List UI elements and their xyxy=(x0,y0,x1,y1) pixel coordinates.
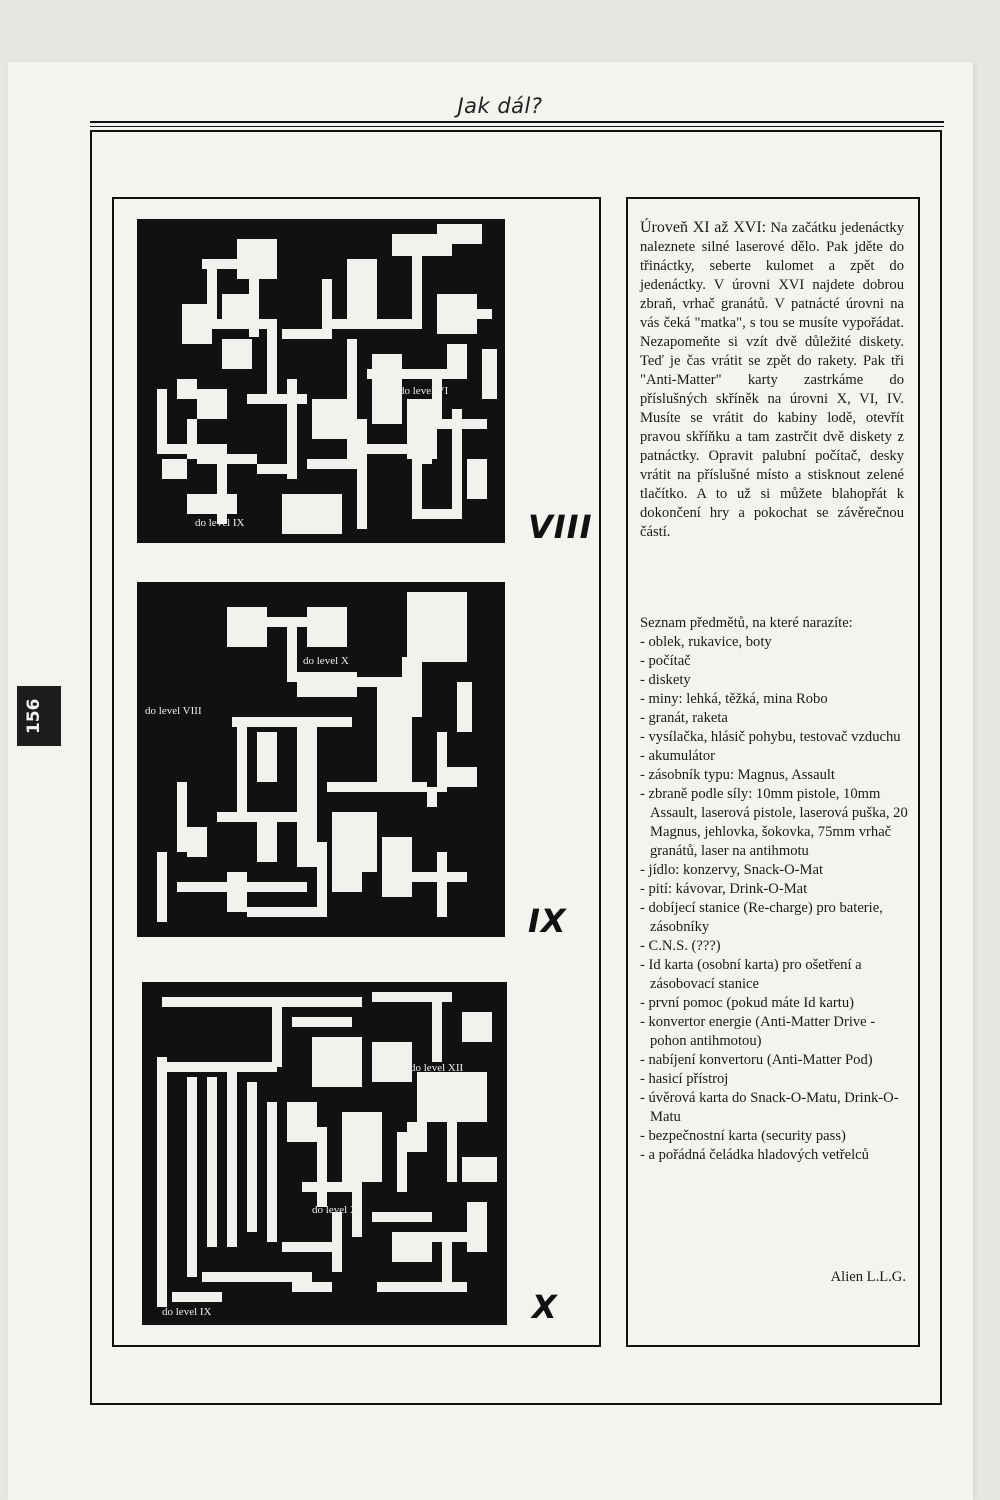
list-item: - hasicí přístroj xyxy=(640,1071,729,1087)
list-item: - dobíjecí stanice (Re-charge) pro baterie, zásobníky xyxy=(640,900,883,935)
list-item: - první pomoc (pokud máte Id kartu) xyxy=(640,995,854,1011)
list-item: - akumulátor xyxy=(640,748,715,764)
map-x-corridors xyxy=(142,982,507,1325)
map-label: do level XII xyxy=(410,1062,464,1074)
map-level-x xyxy=(142,982,507,1325)
level-number: X xyxy=(532,1288,558,1326)
list-item: - Id karta (osobní karta) pro ošetření a zásobovací stanice xyxy=(640,957,862,992)
author-signature: Alien L.L.G. xyxy=(830,1269,906,1285)
list-item: - zásobník typu: Magnus, Assault xyxy=(640,767,835,783)
list-item: - C.N.S. (???) xyxy=(640,938,721,954)
list-item: - úvěrová karta do Snack-O-Matu, Drink-O-Matu xyxy=(640,1090,899,1125)
items-heading: Seznam předmětů, na které narazíte: xyxy=(640,615,853,631)
level-number: VIII xyxy=(528,508,593,546)
map-label: do level X xyxy=(303,655,349,667)
map-label: do level IX xyxy=(162,1306,212,1318)
header-rule-thin xyxy=(90,126,944,127)
map-level-viii xyxy=(137,219,505,543)
list-item: - vysílačka, hlásič pohybu, testovač vzduchu xyxy=(640,729,901,745)
map-viii-corridors xyxy=(137,219,505,543)
intro-lead: Úroveň XI až XVI: xyxy=(640,219,767,236)
header-rule xyxy=(90,121,944,123)
page-number: 156 xyxy=(24,698,44,734)
list-item: - konvertor energie (Anti-Matter Drive - pohon antihmotou) xyxy=(640,1014,876,1049)
list-item: - diskety xyxy=(640,672,691,688)
level-number: IX xyxy=(528,902,567,940)
list-item: - jídlo: konzervy, Snack-O-Mat xyxy=(640,862,824,878)
list-item: - bezpečnostní karta (security pass) xyxy=(640,1128,846,1144)
list-item: - pití: kávovar, Drink-O-Mat xyxy=(640,881,808,897)
list-item: - oblek, rukavice, boty xyxy=(640,634,772,650)
map-level-ix xyxy=(137,582,505,937)
intro-body: Na začátku jedenáctky naleznete silné laserové dělo. Pak jděte do třináctky, seberte kulomet a zpět do jedenáctky. V úrovni XVI najdete dobrou zbraň, vrhač granátů. V patnácté úrovni na vás čeká "matka", s tou se musíte vypořádat. Nezapomeňte si vzít dvě důležité diskety. Teď je čas vrátit se zpět do rakety. Pak tři "Anti-Matter" karty zastrkáme do příslušných skříněk na úrovni X, VI, IV. Musíte se vrátit do kabiny lodě, otevřít pravou skříňku a tam zastrčit dvě diskety z patnáctky. Opravit palubní počítač, desky vrátit na příslušné místo a stisknout zelené tlačítko. A to už si můžete blahopřát k dokončení hry a pokochat se závěrečnou částí. xyxy=(640,220,904,540)
page-title: Jak dál? xyxy=(457,94,543,118)
intro-paragraph xyxy=(640,218,904,542)
list-item: - granát, raketa xyxy=(640,710,728,726)
map-ix-corridors xyxy=(137,582,505,937)
list-item: - nabíjení konvertoru (Anti-Matter Pod) xyxy=(640,1052,873,1068)
list-item: - a pořádná čeládka hladových vetřelců xyxy=(640,1147,869,1163)
map-label: do level VIII xyxy=(145,705,202,717)
list-item: - miny: lehká, těžká, mina Robo xyxy=(640,691,828,707)
items-list xyxy=(640,633,910,1165)
map-label: do level VI xyxy=(399,385,449,397)
map-label: do level IX xyxy=(195,517,245,529)
list-item: - zbraně podle síly: 10mm pistole, 10mm Assault, laserová pistole, laserová puška, 20 Magnus, jehlovka, šokovka, 75mm vrhač granátů, laser na antihmotu xyxy=(640,786,908,859)
map-label: do level XI xyxy=(312,1204,362,1216)
list-item: - počítač xyxy=(640,653,691,669)
